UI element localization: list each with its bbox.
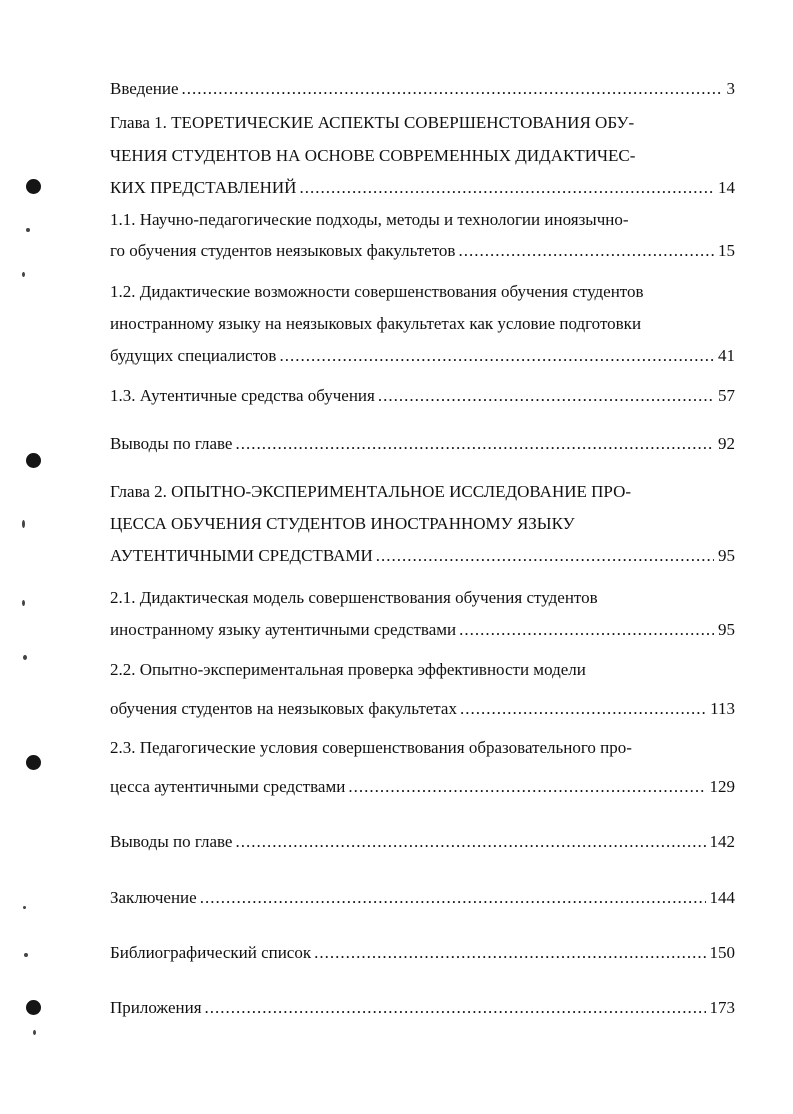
toc-page-number: 144 xyxy=(709,888,735,907)
toc-entry-chapter-1-conclusions[interactable] xyxy=(110,433,735,455)
scan-speck xyxy=(22,520,25,528)
punch-hole xyxy=(26,453,41,468)
toc-section-1-2-line: 1.2. Дидактические возможности совершенствования обучения студентов xyxy=(110,282,644,301)
toc-page-number: 129 xyxy=(709,777,735,796)
scan-speck xyxy=(22,272,25,277)
toc-page-number: 95 xyxy=(718,620,735,639)
scan-speck xyxy=(22,600,25,606)
toc-entry-title: цесса аутентичными средствами xyxy=(110,777,346,796)
toc-entry-title: 1.3. Аутентичные средства обучения xyxy=(110,386,375,405)
dot-leader xyxy=(299,177,714,199)
toc-entry-title: КИХ ПРЕДСТАВЛЕНИЙ xyxy=(110,178,297,197)
toc-entry-title: будущих специалистов xyxy=(110,346,277,365)
dot-leader xyxy=(182,78,723,100)
toc-page-number: 41 xyxy=(718,346,735,365)
scan-speck xyxy=(23,906,26,909)
dot-leader xyxy=(279,345,714,367)
toc-entry-conclusion[interactable] xyxy=(110,887,735,909)
dot-leader xyxy=(200,887,706,909)
toc-entry-section-1-2[interactable] xyxy=(110,345,735,367)
toc-chapter-2-line: ЦЕССА ОБУЧЕНИЯ СТУДЕНТОВ ИНОСТРАННОМУ ЯЗЫКУ xyxy=(110,514,575,533)
toc-chapter-2-line: Глава 2. ОПЫТНО-ЭКСПЕРИМЕНТАЛЬНОЕ ИССЛЕДОВАНИЕ ПРО- xyxy=(110,482,632,501)
toc-page-number: 150 xyxy=(709,943,735,962)
toc-entry-section-2-1[interactable] xyxy=(110,619,735,641)
dot-leader xyxy=(378,385,714,407)
toc-section-1-2-line: иностранному языку на неязыковых факультетах как условие подготовки xyxy=(110,314,642,333)
toc-chapter-1-line: Глава 1. ТЕОРЕТИЧЕСКИЕ АСПЕКТЫ СОВЕРШЕНСТОВАНИЯ ОБУ- xyxy=(110,113,635,132)
dot-leader xyxy=(458,240,714,262)
toc-page-number: 57 xyxy=(718,386,735,405)
toc-entry-section-2-2[interactable] xyxy=(110,698,735,720)
toc-entry-bibliography[interactable] xyxy=(110,942,735,964)
dot-leader xyxy=(459,619,714,641)
toc-entry-section-2-3[interactable] xyxy=(110,776,735,798)
toc-entry-title: АУТЕНТИЧНЫМИ СРЕДСТВАМИ xyxy=(110,546,373,565)
toc-entry-appendices[interactable] xyxy=(110,997,735,1019)
dot-leader xyxy=(460,698,706,720)
toc-section-2-2-line: 2.2. Опытно-экспериментальная проверка эффективности модели xyxy=(110,660,586,679)
punch-hole xyxy=(26,179,41,194)
dot-leader xyxy=(348,776,705,798)
dot-leader xyxy=(205,997,706,1019)
dot-leader xyxy=(314,942,705,964)
toc-page-number: 15 xyxy=(718,241,735,260)
toc-page-number: 14 xyxy=(718,178,735,197)
toc-entry-chapter-2-conclusions[interactable] xyxy=(110,831,735,853)
toc-entry-title: иностранному языку аутентичными средствами xyxy=(110,620,457,639)
toc-entry-title: обучения студентов на неязыковых факультетах xyxy=(110,699,457,718)
toc-page-number: 113 xyxy=(710,699,735,718)
toc-section-2-1-line: 2.1. Дидактическая модель совершенствования обучения студентов xyxy=(110,588,598,607)
toc-entry-chapter-1[interactable] xyxy=(110,177,735,199)
toc-entry-title: го обучения студентов неязыковых факультетов xyxy=(110,241,456,260)
toc-page-number: 3 xyxy=(726,79,735,98)
scan-speck xyxy=(33,1030,36,1035)
toc-page-number: 92 xyxy=(718,434,735,453)
toc-page-number: 95 xyxy=(718,546,735,565)
toc-entry-title: Выводы по главе xyxy=(110,832,233,851)
toc-entry-section-1-1[interactable] xyxy=(110,240,735,262)
scan-speck xyxy=(24,953,28,957)
toc-section-2-3-line: 2.3. Педагогические условия совершенствования образовательного про- xyxy=(110,738,632,757)
toc-section-1-1-line: 1.1. Научно-педагогические подходы, методы и технологии иноязычно- xyxy=(110,210,629,229)
toc-entry-title: Приложения xyxy=(110,998,202,1017)
toc-entry-title: Введение xyxy=(110,79,179,98)
punch-hole xyxy=(26,755,41,770)
scan-speck xyxy=(26,228,30,232)
punch-hole xyxy=(26,1000,41,1015)
toc-entry-title: Выводы по главе xyxy=(110,434,233,453)
toc-page-number: 173 xyxy=(709,998,735,1017)
toc-entry-title: Заключение xyxy=(110,888,197,907)
dot-leader xyxy=(235,831,705,853)
toc-entry-section-1-3[interactable] xyxy=(110,385,735,407)
toc-page-number: 142 xyxy=(709,832,735,851)
toc-entry-chapter-2[interactable] xyxy=(110,545,735,567)
scan-speck xyxy=(23,655,27,660)
toc-entry-title: Библиографический список xyxy=(110,943,312,962)
toc-entry-introduction[interactable] xyxy=(110,78,735,100)
toc-chapter-1-line: ЧЕНИЯ СТУДЕНТОВ НА ОСНОВЕ СОВРЕМЕННЫХ ДИДАКТИЧЕС- xyxy=(110,146,636,165)
dot-leader xyxy=(376,545,714,567)
dot-leader xyxy=(235,433,714,455)
